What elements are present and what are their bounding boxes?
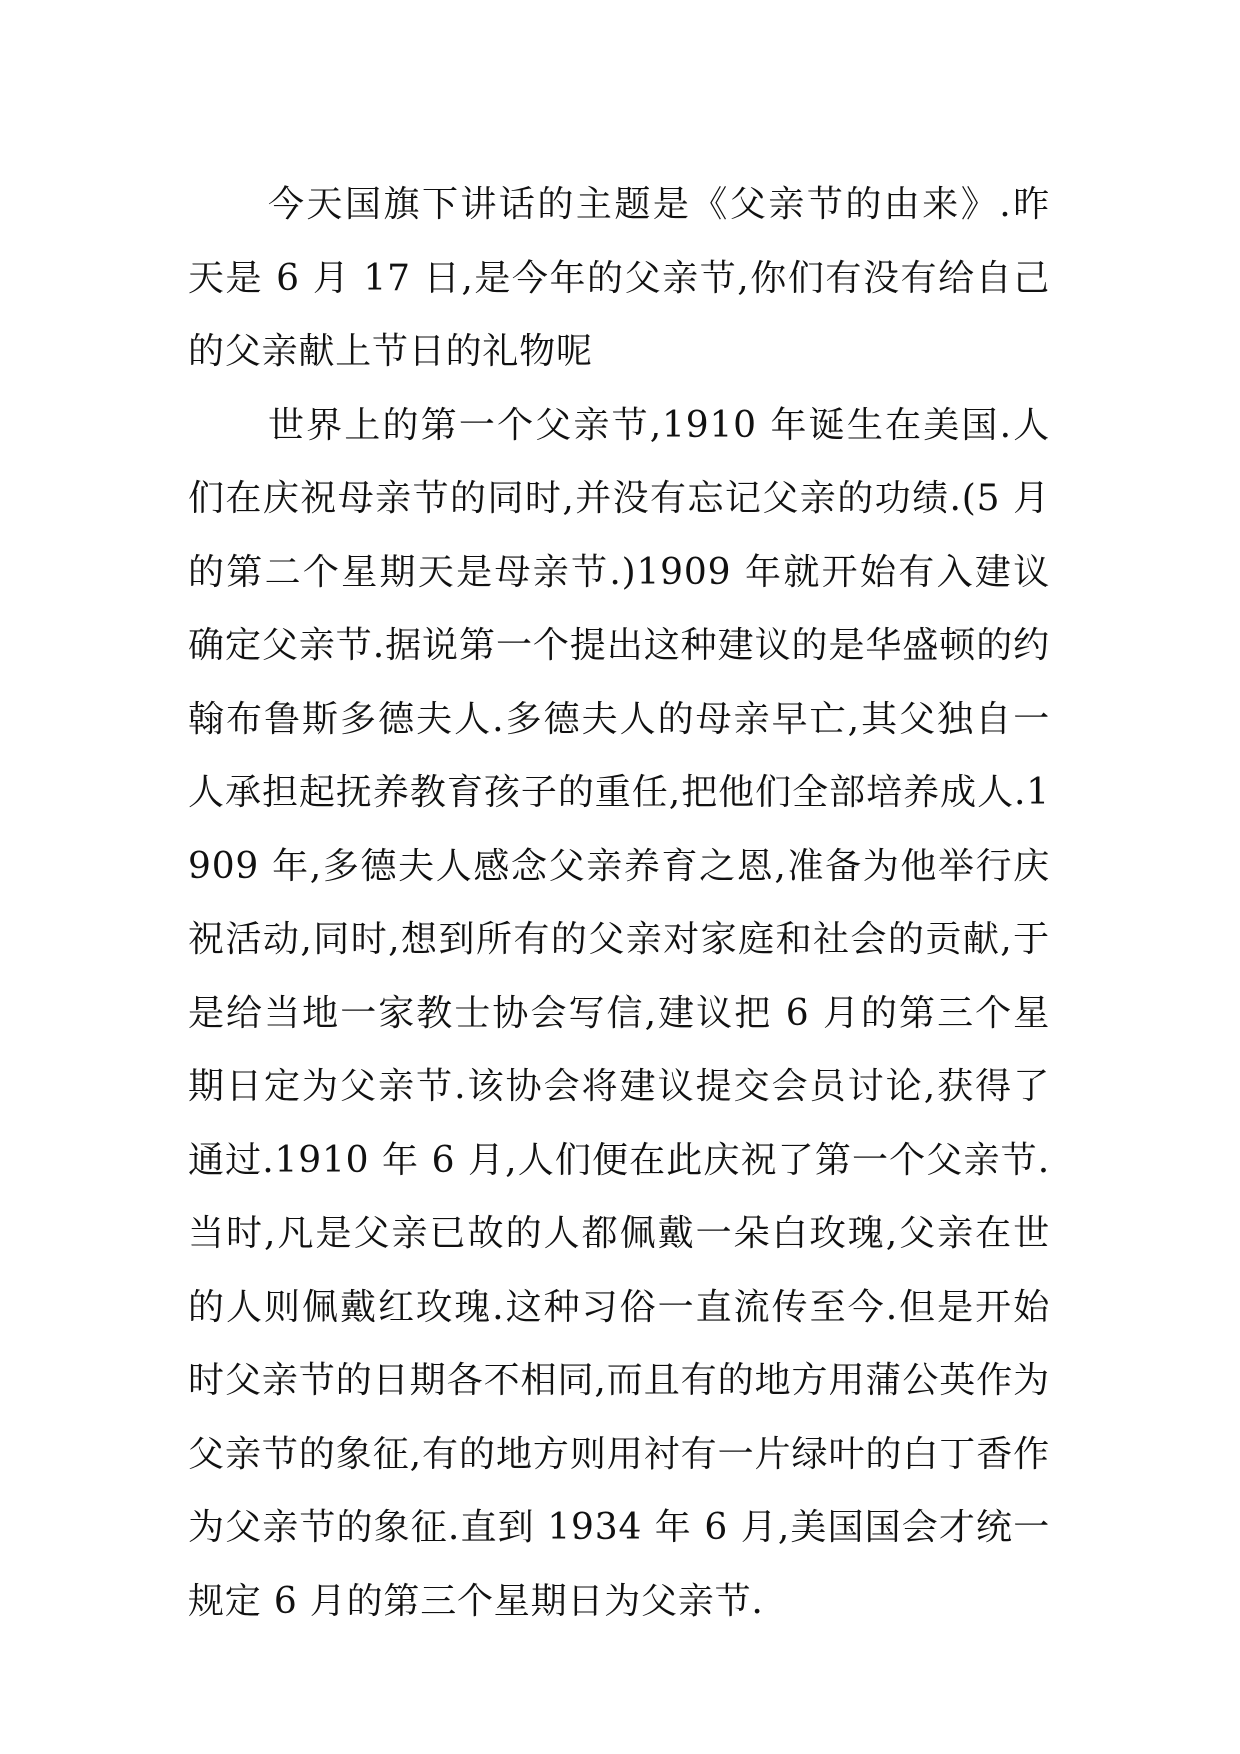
paragraph-intro: 今天国旗下讲话的主题是《父亲节的由来》.昨天是 6 月 17 日,是今年的父亲节,你们有没有给自己的父亲献上节日的礼物呢 bbox=[188, 184, 1050, 372]
paragraph-history: 世界上的第一个父亲节,1910 年诞生在美国.人们在庆祝母亲节的同时,并没有忘记父亲的功绩.(5 月的第二个星期天是母亲节.)1909 年就开始有入建议确定父亲节.据说第一个提出这种建议的是华盛顿的约翰布鲁斯多德夫人.多德夫人的母亲早亡,其父独自一人承担起抚养教育孩子的重任,把他们全部培养成人.1909 年,多德夫人感念父亲养育之恩,准备为他举行庆祝活动,同时,想到所有的父亲对家庭和社会的贡献,于是给当地一家教士协会写信,建议把 6 月的第三个星期日定为父亲节.该协会将建议提交会员讨论,获得了通过.1910 年 6 月,人们便在此庆祝了第一个父亲节.当时,凡是父亲已故的人都佩戴一朵白玫瑰,父亲在世的人则佩戴红玫瑰.这种习俗一直流传至今.但是开始时父亲节的日期各不相同,而且有的地方用蒲公英作为父亲节的象征,有的地方则用衬有一片绿叶的白丁香作为父亲节的象征.直到 1934 年 6 月,美国国会才统一规定 6 月的第三个星期日为父亲节. bbox=[188, 404, 1050, 1622]
document-body bbox=[188, 168, 1050, 1638]
